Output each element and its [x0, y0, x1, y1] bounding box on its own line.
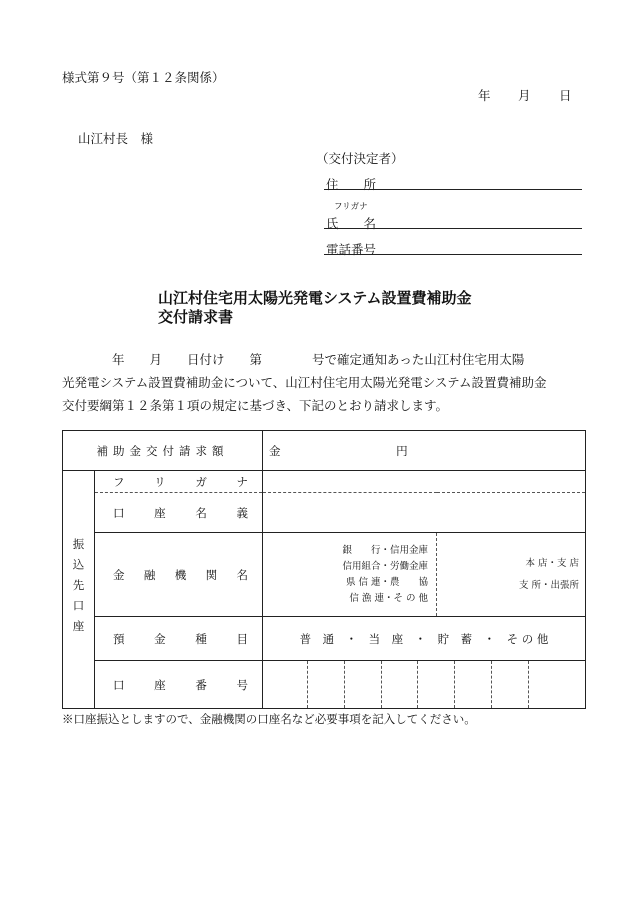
- address-line: [324, 189, 582, 190]
- institution-type-cell[interactable]: [263, 533, 437, 617]
- account-name-input[interactable]: [263, 493, 586, 533]
- note: ※口座振込としますので、金融機関の口座名など必要事項を記入してください。: [62, 712, 476, 726]
- amount-suffix: 円: [396, 443, 408, 458]
- digit-box[interactable]: [382, 661, 419, 708]
- furigana-input[interactable]: [263, 471, 586, 493]
- branch-type-cell[interactable]: [437, 533, 586, 617]
- furigana-label: フリガナ: [334, 202, 368, 212]
- amount-prefix: 金: [269, 443, 281, 458]
- address-label: 住 所: [326, 177, 377, 192]
- account-number-input[interactable]: [263, 661, 586, 709]
- deposit-type-label-cell: [95, 617, 263, 661]
- branch-type-1: 本 店・支 店: [525, 557, 579, 569]
- amount-field[interactable]: [263, 431, 586, 471]
- request-form-table: [62, 430, 586, 709]
- digit-box[interactable]: [418, 661, 455, 708]
- institution-type-3: 県 信 連・農 協: [345, 576, 428, 588]
- name-line: [324, 228, 582, 229]
- form-number: 様式第９号（第１２条関係）: [62, 70, 225, 85]
- date-year: 年: [478, 88, 491, 103]
- phone-label: 電話番号: [326, 242, 377, 257]
- account-number-label: 口 座 番 号: [113, 677, 248, 692]
- addressee: 山江村長 様: [78, 131, 154, 146]
- date-day: 日: [559, 88, 572, 103]
- institution-type-4: 信 漁 連・そ の 他: [349, 592, 428, 604]
- furigana-row: [63, 471, 586, 493]
- institution-type-2: 信用組合・労働金庫: [342, 560, 428, 572]
- institution-label: 金 融 機 関 名: [113, 567, 248, 582]
- date-month: 月: [518, 88, 531, 103]
- furigana-label: フ リ ガ ナ: [113, 474, 248, 489]
- phone-line: [324, 254, 582, 255]
- account-number-row: [63, 661, 586, 709]
- deposit-type-row: [63, 617, 586, 661]
- institution-row: [63, 533, 586, 617]
- amount-label: 補助金交付請求額: [63, 431, 263, 471]
- deposit-type-label: 預 金 種 目: [113, 631, 248, 646]
- digit-box[interactable]: [455, 661, 492, 708]
- account-name-row: [63, 493, 586, 533]
- branch-type-2: 支 所・出張所: [518, 579, 579, 591]
- digit-box[interactable]: [492, 661, 528, 708]
- name-label: 氏 名: [326, 216, 377, 231]
- transfer-account-label: 振込先口座: [63, 471, 95, 709]
- body-line-2: 光発電システム設置費補助金について、山江村住宅用太陽光発電システム設置費補助金: [62, 375, 547, 390]
- deposit-options[interactable]: 普 通 ・ 当 座 ・ 貯 蓄 ・ そ の 他: [263, 617, 586, 661]
- body-line-3: 交付要綱第１２条第１項の規定に基づき、下記のとおり請求します。: [62, 398, 449, 413]
- title-line-2: 交付請求書: [158, 308, 234, 326]
- applicant-heading: （交付決定者）: [316, 151, 404, 166]
- account-number-label-cell: [95, 661, 263, 709]
- amount-row: [63, 431, 586, 471]
- title-line-1: 山江村住宅用太陽光発電システム設置費補助金: [158, 289, 472, 307]
- digit-box[interactable]: [308, 661, 345, 708]
- institution-label-cell: [95, 533, 263, 617]
- institution-type-1: 銀 行・信用金庫: [342, 544, 428, 556]
- furigana-label-cell: [95, 471, 263, 493]
- account-name-label: 口 座 名 義: [113, 505, 248, 520]
- account-number-boxes: [307, 661, 529, 708]
- digit-box[interactable]: [345, 661, 382, 708]
- account-name-label-cell: [95, 493, 263, 533]
- body-line-1: 年 月 日付け 第 号で確定通知あった山江村住宅用太陽: [62, 352, 525, 367]
